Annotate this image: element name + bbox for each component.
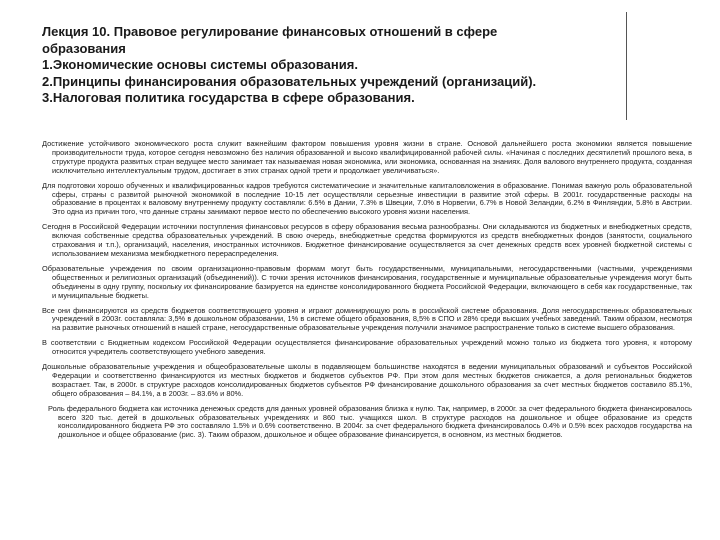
paragraph: Дошкольные образовательные учреждения и общеобразовательные школы в подавляющем большинстве находятся в ведении муниципальных образований и субъектов Российской Федерации и соответственно финансируются из местных бюджетов и бюджетов субъектов РФ. При этом доля местных бюджетов снижается, а доля региональных бюджетов возрастает. Так, в 2000г. в структуре расходов консолидированных бюджетов субъектов РФ финансирование дошкольного образования за счет местных бюджетов составило 85.1%, общего образования – 84.1%, а в 2003г. – 83.6% и 80%. bbox=[42, 362, 692, 398]
title-line-3: 1.Экономические основы системы образования. bbox=[42, 57, 358, 72]
title-line-1: Лекция 10. Правовое регулирование финансовых отношений в сфере bbox=[42, 24, 498, 39]
title-line-5: 3.Налоговая политика государства в сфере образования. bbox=[42, 90, 415, 105]
paragraph: Достижение устойчивого экономического роста служит важнейшим фактором повышения уровня жизни в стране. Основой дальнейшего роста экономики является повышение производительности труда, которое сегодня невозможно без наличия образованной и высоко квалифицированной рабочей силы. «Начиная с последних десятилетий прошлого века, в структуре продукта развитых стран ведущее место занимает так называемая новая экономика, или экономика, основанная на знаниях. Доля валового внутреннего продукта, созданная исключительно интеллектуальным трудом, достигает в этих странах одной трети и продолжает увеличиваться». bbox=[42, 139, 692, 175]
paragraph: Образовательные учреждения по своим организационно-правовым формам могут быть государственными, муниципальными, негосударственными (частными, учреждениями общественных и религиозных организаций (объединений)). С точки зрения источников финансирования, государственные и муниципальные образовательные учреждения могут быть объединены в одну группу, поскольку их финансирование базируется на единстве консолидированного бюджета Российской Федерации, включающего в себя как государственные, так и муниципальные бюджеты. bbox=[42, 263, 692, 300]
title-line-2: образования bbox=[42, 40, 126, 56]
paragraph: Все они финансируются из средств бюджетов соответствующего уровня и играют доминирующую роль в российской системе образования. Доля негосударственных образовательных учреждений в 2003г. составляла: 3,5% в дошкольном образовании, 1% в системе общего образования, 8,5% в СПО и 28% среди высших учебных заведений. Таким образом, несмотря на развитие рыночных отношений в нашей стране, негосударственные образовательные учреждения получили значимое распространение только в системе высшего образования. bbox=[42, 305, 692, 333]
paragraph: В соответствии с Бюджетным кодексом Российской Федерации осуществляется финансирование образовательных учреждений можно только из бюджета того уровня, к которому относится учредитель соответствующего учебного заведения. bbox=[42, 338, 692, 357]
paragraph: Роль федерального бюджета как источника денежных средств для данных уровней образования близка к нулю. Так, например, в 2000г. за счет федерального бюджета финансировалось всего 320 тыс. детей в дошкольных образовательных учреждениях и 860 тыс. учащихся школ. В структуре расходов на дошкольное и общее образование из средств консолидированного бюджета РФ это составляло 1.5% и 0.6% соответственно. В 2004г. за счет федерального бюджета финансировалось 0.4% и 0.5% всех расходов государства на дошкольное и общее образование (рис. 3). Таким образом, дошкольное и общее образование финансируется, в основном, из местных бюджетов. bbox=[48, 403, 692, 440]
title-line-4: 2.Принципы финансирования образовательных учреждений (организаций). bbox=[42, 73, 537, 89]
slide-title bbox=[42, 24, 602, 107]
title-divider bbox=[626, 12, 627, 120]
body-text bbox=[42, 140, 692, 446]
paragraph: Для подготовки хорошо обученных и квалифицированных кадров требуются систематические и значительные капиталовложения в образование. Понимая важную роль образовательной сферы, страны с развитой рыночной экономикой в последние 10-15 лет осуществляли серьезные инвестиции в развитие этой сферы. В 2001г. государственные расходы на образование в процентах к валовому внутреннему продукту составляли: 6.5% в Дании, 7.3% в Швеции, 7.0% в Норвегии, 6.7% в Новой Зеландии, 6.2% в Финляндии, 5.8% в Австрии. Это одна из причин того, что данные страны занимают первое место по обеспечению высокого уровня жизни населения. bbox=[42, 180, 692, 217]
paragraph: Сегодня в Российской Федерации источники поступления финансовых ресурсов в сферу образования весьма разнообразны. Они складываются из бюджетных и внебюджетных средств, включая собственные средства образовательных учреждений. В свою очередь, внебюджетные средства формируются из средств внебюджетных фондов (занятости, социального страхования и т.п.), организаций, населения, иностранных источников. Бюджетное финансирование осуществляется за счет денежных средств всех уровней бюджетной системы с использованием механизма межбюджетного перераспределения. bbox=[42, 222, 692, 258]
